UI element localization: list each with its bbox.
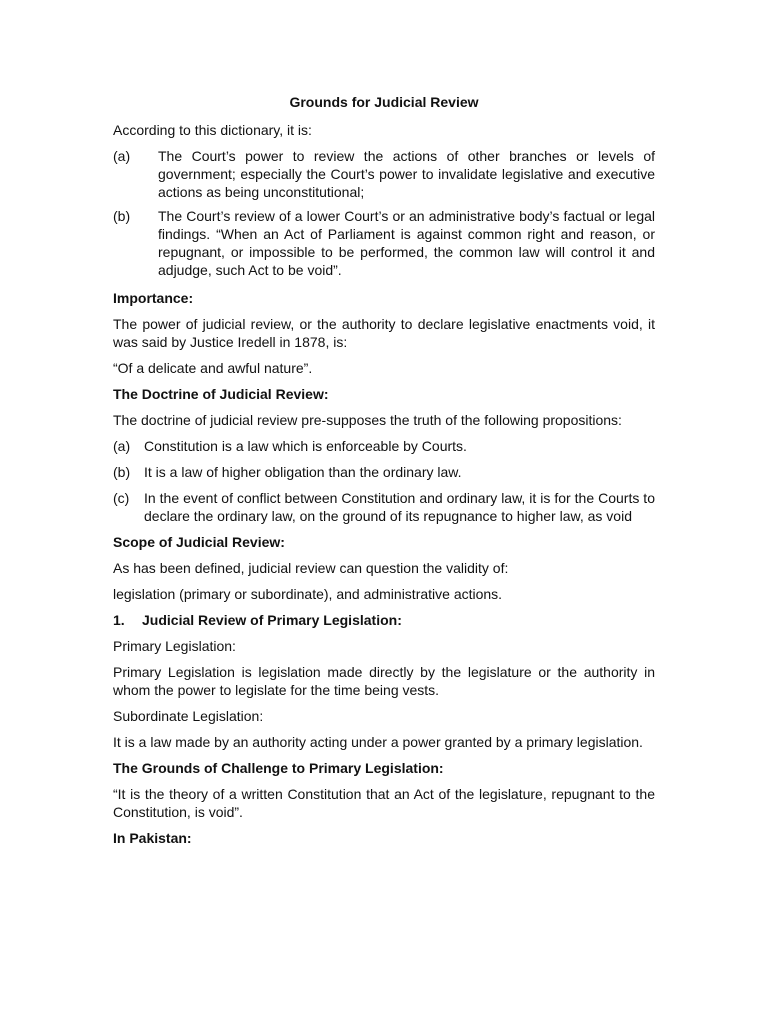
intro-text: According to this dictionary, it is:: [113, 122, 312, 138]
subordinate-legislation-label: Subordinate Legislation:: [113, 708, 264, 724]
definition-label: (a): [113, 148, 131, 164]
proposition-text: In the event of conflict between Constitution and ordinary law, it is for the Courts to declare the ordinary law, on the ground of its repugnance to higher law, as void: [144, 490, 655, 524]
proposition-item-b: [113, 463, 655, 481]
definition-item-a: [113, 147, 655, 201]
importance-paragraph: The power of judicial review, or the authority to declare legislative enactments void, it was said by Justice Iredell in 1878, is:: [113, 316, 655, 350]
scope-heading: Scope of Judicial Review:: [113, 534, 285, 550]
section-title: Judicial Review of Primary Legislation:: [142, 612, 402, 628]
proposition-label: (a): [113, 438, 131, 454]
proposition-text: Constitution is a law which is enforceable by Courts.: [144, 438, 467, 454]
subordinate-legislation-text: It is a law made by an authority acting under a power granted by a primary legislation.: [113, 734, 643, 750]
definition-text: The Court’s review of a lower Court’s or an administrative body’s factual or legal findings. “When an Act of Parliament is against common right and reason, or repugnant, or impossible to be performed, the common law will control it and adjudge, such Act to be void”.: [158, 208, 655, 278]
definition-item-b: [113, 207, 655, 279]
section-1-heading: [113, 611, 655, 629]
primary-legislation-text: Primary Legislation is legislation made directly by the legislature or the authority in whom the power to legislate for the time being vests.: [113, 664, 655, 698]
proposition-label: (c): [113, 490, 130, 506]
scope-paragraph-1: As has been defined, judicial review can question the validity of:: [113, 560, 509, 576]
proposition-item-a: [113, 437, 655, 455]
primary-legislation-label: Primary Legislation:: [113, 638, 236, 654]
grounds-quote: “It is the theory of a written Constitution that an Act of the legislature, repugnant to the Constitution, is void”.: [113, 786, 655, 820]
pakistan-heading: In Pakistan:: [113, 830, 192, 846]
grounds-heading: The Grounds of Challenge to Primary Legislation:: [113, 760, 444, 776]
section-number: 1.: [113, 612, 125, 628]
document-title: Grounds for Judicial Review: [289, 94, 479, 110]
proposition-label: (b): [113, 464, 131, 480]
proposition-text: It is a law of higher obligation than the ordinary law.: [144, 464, 462, 480]
document-page: [113, 93, 655, 855]
doctrine-heading: The Doctrine of Judicial Review:: [113, 386, 329, 402]
definition-text: The Court’s power to review the actions of other branches or levels of government; especially the Court’s power to invalidate legislative and executive actions as being unconstitutional;: [158, 148, 655, 200]
importance-heading: Importance:: [113, 290, 194, 306]
definition-label: (b): [113, 208, 131, 224]
doctrine-paragraph: The doctrine of judicial review pre-supposes the truth of the following propositions:: [113, 412, 622, 428]
scope-paragraph-2: legislation (primary or subordinate), and administrative actions.: [113, 586, 503, 602]
proposition-item-c: [113, 489, 655, 525]
importance-quote: “Of a delicate and awful nature”.: [113, 360, 313, 376]
